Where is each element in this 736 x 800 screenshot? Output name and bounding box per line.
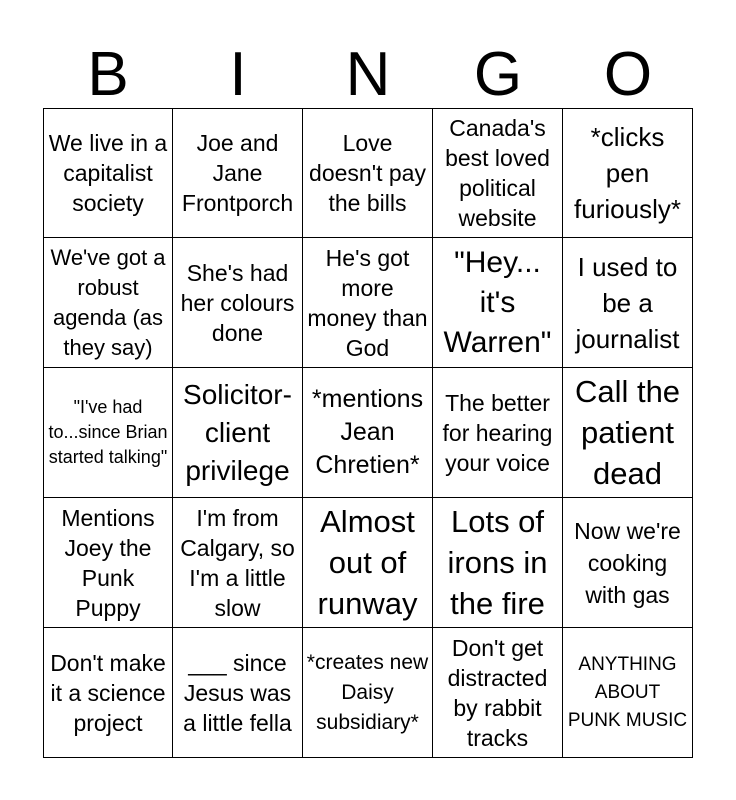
cell-text: Now we're cooking with gas	[574, 517, 681, 608]
bingo-cell-r4-c1[interactable]	[43, 498, 173, 628]
cell-text: Lots of irons in the fire	[447, 504, 548, 621]
cell-text: Love doesn't pay the bills	[309, 130, 426, 216]
cell-text: Almost out of runway	[317, 504, 418, 621]
cell-text: Don't get distracted by rabbit tracks	[447, 634, 548, 751]
cell-text: We live in a capitalist society	[48, 130, 168, 216]
bingo-cell-r1-c3[interactable]	[303, 108, 433, 238]
bingo-cell-r4-c2[interactable]	[173, 498, 303, 628]
header-letter-o: O	[603, 40, 653, 109]
cell-text: *clicks pen furiously*	[574, 122, 681, 224]
bingo-cell-r2-c1[interactable]	[43, 238, 173, 368]
cell-text: *mentions Jean Chretien*	[311, 385, 424, 479]
cell-text: She's had her colours done	[180, 259, 295, 346]
cell-text: I used to be a journalist	[575, 251, 680, 354]
header-letter-g: G	[473, 40, 523, 109]
bingo-cell-r1-c5[interactable]	[563, 108, 693, 238]
bingo-cell-r1-c2[interactable]	[173, 108, 303, 238]
bingo-cell-r5-c5[interactable]	[563, 628, 693, 758]
cell-text: Solicitor-client privilege	[183, 378, 292, 486]
bingo-cell-r3-c1[interactable]	[43, 368, 173, 498]
cell-text: Canada's best loved political website	[445, 115, 550, 231]
cell-text: Joe and Jane Frontporch	[181, 130, 294, 216]
header-letter-n: N	[345, 40, 391, 109]
bingo-cell-r3-c3[interactable]	[303, 368, 433, 498]
bingo-cell-r1-c4[interactable]	[433, 108, 563, 238]
bingo-cell-r2-c2[interactable]	[173, 238, 303, 368]
cell-text: Call the patient dead	[574, 374, 681, 491]
bingo-cell-r5-c1[interactable]	[43, 628, 173, 758]
header-letter-i: I	[229, 40, 247, 109]
cell-text: I'm from Calgary, so I'm a little slow	[180, 504, 295, 621]
header-letter-b: B	[87, 40, 129, 109]
bingo-header	[43, 42, 693, 108]
cell-text: "I've had to...since Brian started talking"	[48, 397, 168, 467]
cell-text: *creates new Daisy subsidiary*	[306, 650, 429, 734]
bingo-cell-r1-c1[interactable]	[43, 108, 173, 238]
cell-text: Don't make it a science project	[50, 649, 166, 736]
cell-text: ANYTHING ABOUT PUNK MUSIC	[567, 653, 688, 731]
bingo-cell-r2-c5[interactable]	[563, 238, 693, 368]
bingo-cell-r5-c2[interactable]	[173, 628, 303, 758]
cell-text: We've got a robust agenda (as they say)	[50, 244, 166, 360]
bingo-cell-r2-c4[interactable]	[433, 238, 563, 368]
cell-text: He's got more money than God	[307, 244, 428, 361]
cell-text: ___ since Jesus was a little fella	[183, 649, 292, 736]
bingo-cell-r2-c3[interactable]	[303, 238, 433, 368]
cell-text: The better for hearing your voice	[442, 389, 553, 476]
cell-text: "Hey... it's Warren"	[443, 245, 552, 359]
bingo-cell-r4-c4[interactable]	[433, 498, 563, 628]
bingo-cell-r3-c4[interactable]	[433, 368, 563, 498]
cell-text: Mentions Joey the Punk Puppy	[61, 504, 155, 621]
bingo-board	[43, 108, 693, 758]
bingo-cell-r5-c3[interactable]	[303, 628, 433, 758]
bingo-cell-r5-c4[interactable]	[433, 628, 563, 758]
bingo-cell-r3-c5[interactable]	[563, 368, 693, 498]
bingo-cell-r3-c2[interactable]	[173, 368, 303, 498]
bingo-cell-r4-c5[interactable]	[563, 498, 693, 628]
bingo-cell-r4-c3[interactable]	[303, 498, 433, 628]
